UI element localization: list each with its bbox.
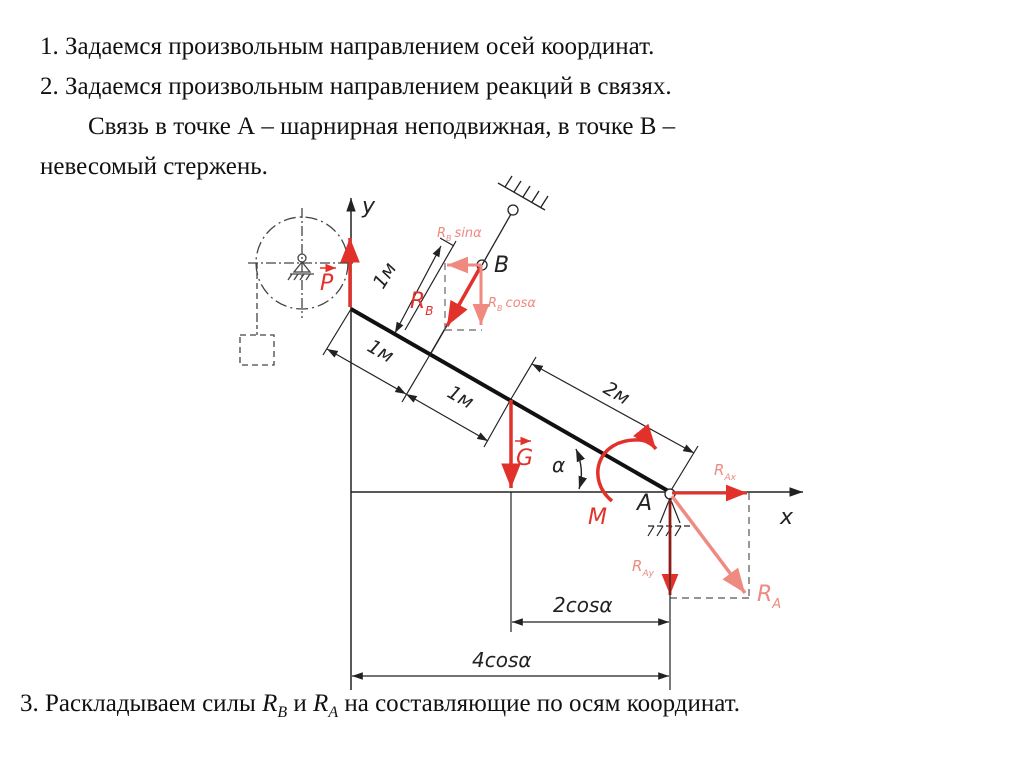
dim-1m-rod-label: 1м xyxy=(368,258,402,293)
rb-symbol: $R_B$ xyxy=(262,690,288,721)
x-axis-label: x xyxy=(780,505,794,530)
force-p-label: P xyxy=(320,271,334,296)
force-rb-sin-label: $R_B$ sinα xyxy=(437,226,482,243)
dim-2m xyxy=(532,364,694,453)
ra-symbol: $R_A$ xyxy=(313,690,339,721)
text-line-1: 1. Задаемся произвольным направлением осей координат. xyxy=(40,33,655,60)
force-rax-label: $R_{Ax}$ xyxy=(714,461,736,483)
text-line-4: невесомый стержень. xyxy=(40,153,268,180)
step-3-prefix: 3. Раскладываем силы xyxy=(20,690,256,717)
pulley-support-icon xyxy=(288,254,314,280)
point-a-label: A xyxy=(637,491,653,516)
force-g-label: G xyxy=(516,446,534,471)
dim-1m-mid-label: 1м xyxy=(443,381,478,414)
text-line-3: Связь в точке А – шарнирная неподвижная, в точке В – xyxy=(88,113,676,140)
angle-arc xyxy=(576,449,581,489)
y-axis-label: y xyxy=(362,194,376,219)
force-rb-arrow xyxy=(447,266,481,326)
angle-label: α xyxy=(552,453,566,477)
dim-2cos-label: 2cosα xyxy=(553,593,613,617)
text-line-2: 2. Задаемся произвольным направлением реакций в связях. xyxy=(40,73,672,100)
force-ray-label: $R_{Ay}$ xyxy=(632,557,654,579)
step-3-suffix: на составляющие по осям координат. xyxy=(344,690,740,717)
hinge-b-top xyxy=(508,205,518,215)
dim-4cos-label: 4cosα xyxy=(472,648,532,672)
force-rb-label: $R_B$ xyxy=(410,289,434,318)
wall-hatch-icon xyxy=(498,176,548,210)
moment-label: M xyxy=(588,505,607,530)
force-rb-cos-label: $R_B$ cosα xyxy=(488,296,536,313)
pulley xyxy=(240,208,356,365)
force-ra-label: $R_A$ xyxy=(757,582,782,612)
point-b-label: B xyxy=(494,253,510,278)
dim-2m-label: 2м xyxy=(599,377,634,410)
force-ra-arrow xyxy=(672,496,745,593)
dim-1m-left-label: 1м xyxy=(363,335,398,368)
step-3-text xyxy=(20,691,740,721)
step-3-and: и xyxy=(293,690,307,717)
